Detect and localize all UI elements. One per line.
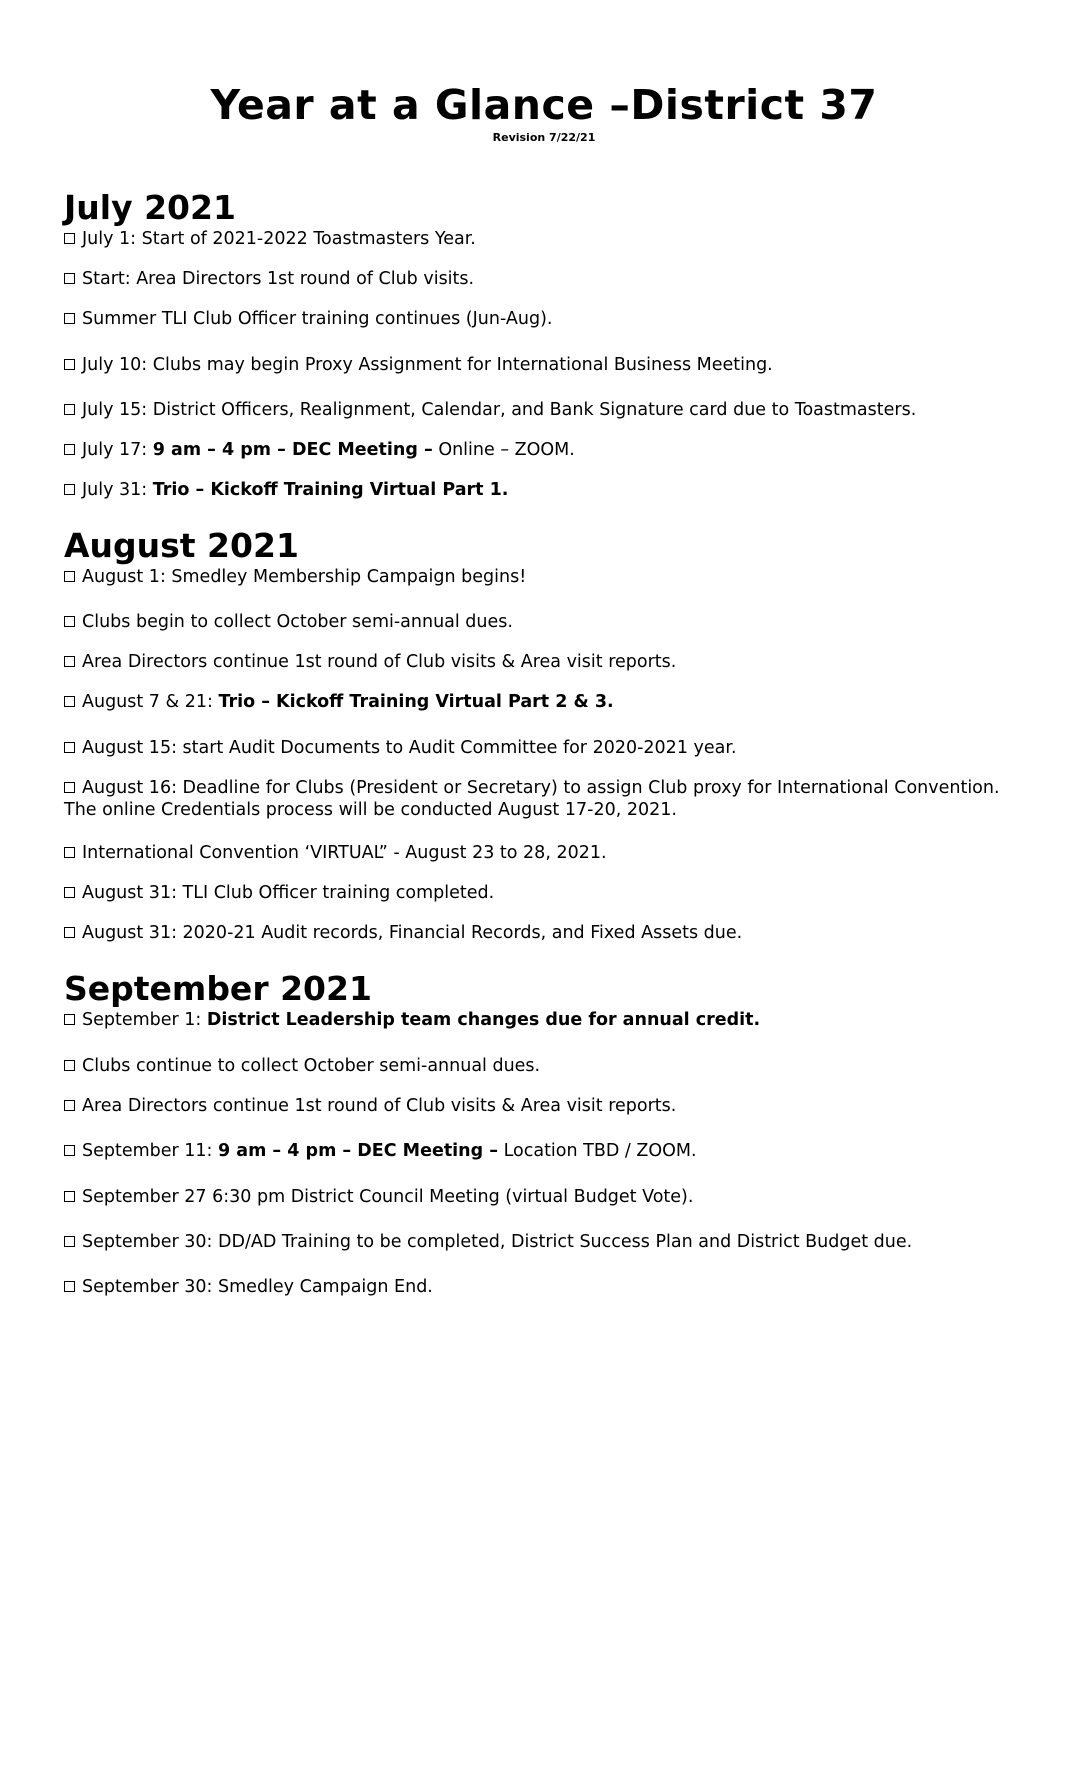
checkbox-icon[interactable]	[64, 1281, 75, 1292]
item-text: Clubs continue to collect October semi-annual dues.	[82, 1056, 541, 1076]
item-text: July 31:	[82, 480, 153, 500]
checkbox-icon[interactable]	[64, 359, 75, 370]
list-item	[64, 228, 1024, 250]
checkbox-icon[interactable]	[64, 887, 75, 898]
list-item	[64, 479, 1024, 501]
section-heading-august: August 2021	[64, 526, 299, 565]
list-item	[64, 399, 1024, 421]
item-text-bold: 9 am – 4 pm – DEC Meeting –	[152, 440, 433, 460]
checkbox-icon[interactable]	[64, 782, 75, 793]
revision-note: Revision 7/22/21	[492, 131, 596, 144]
item-text: September 11:	[82, 1141, 219, 1161]
checkbox-icon[interactable]	[64, 444, 75, 455]
checkbox-icon[interactable]	[64, 1060, 75, 1071]
item-text: Location TBD / ZOOM.	[498, 1141, 697, 1161]
item-text-bold: 9 am – 4 pm – DEC Meeting –	[218, 1141, 499, 1161]
item-text: Start: Area Directors 1st round of Club visits.	[82, 269, 475, 289]
list-item	[64, 611, 1024, 633]
list-item	[64, 777, 1024, 821]
list-item	[64, 1231, 1024, 1253]
list-item	[64, 691, 1024, 713]
list-item	[64, 354, 1024, 376]
list-item	[64, 842, 1024, 864]
list-item	[64, 1009, 1024, 1031]
page-title: Year at a Glance –District 37	[210, 81, 878, 129]
item-text: August 1: Smedley Membership Campaign begins!	[82, 567, 527, 587]
list-item	[64, 1055, 1024, 1077]
section-heading-september: September 2021	[64, 969, 372, 1008]
list-item	[64, 1276, 1024, 1298]
item-text: September 1:	[82, 1010, 207, 1030]
item-text: International Convention ‘VIRTUAL” - August 23 to 28, 2021.	[82, 843, 607, 863]
item-text: Area Directors continue 1st round of Club visits & Area visit reports.	[82, 1096, 677, 1116]
checkbox-icon[interactable]	[64, 656, 75, 667]
checkbox-icon[interactable]	[64, 1100, 75, 1111]
list-item	[64, 1186, 1024, 1208]
item-text: September 30: DD/AD Training to be completed, District Success Plan and District Budget due.	[82, 1232, 913, 1252]
item-text: July 17:	[82, 440, 153, 460]
item-text: September 30: Smedley Campaign End.	[82, 1277, 433, 1297]
checkbox-icon[interactable]	[64, 484, 75, 495]
item-text-bold: Trio – Kickoff Training Virtual Part 1.	[152, 480, 509, 500]
list-item	[64, 439, 1024, 461]
checkbox-icon[interactable]	[64, 696, 75, 707]
item-text: July 1: Start of 2021-2022 Toastmasters Year.	[82, 229, 476, 249]
list-item	[64, 651, 1024, 673]
item-text-bold: Trio – Kickoff Training Virtual Part 2 & 3.	[218, 692, 614, 712]
checkbox-icon[interactable]	[64, 273, 75, 284]
item-text: Area Directors continue 1st round of Club visits & Area visit reports.	[82, 652, 677, 672]
item-text: August 15: start Audit Documents to Audit Committee for 2020-2021 year.	[82, 738, 737, 758]
checkbox-icon[interactable]	[64, 571, 75, 582]
item-text-bold: District Leadership team changes due for annual credit.	[206, 1010, 761, 1030]
item-text: July 10: Clubs may begin Proxy Assignment for International Business Meeting.	[82, 355, 773, 375]
item-text: August 31: 2020-21 Audit records, Financial Records, and Fixed Assets due.	[82, 923, 743, 943]
checkbox-icon[interactable]	[64, 233, 75, 244]
item-text: September 27 6:30 pm District Council Meeting (virtual Budget Vote).	[82, 1187, 694, 1207]
list-item	[64, 566, 1024, 588]
checkbox-icon[interactable]	[64, 1236, 75, 1247]
checkbox-icon[interactable]	[64, 313, 75, 324]
list-item	[64, 922, 1024, 944]
checkbox-icon[interactable]	[64, 404, 75, 415]
item-text: July 15: District Officers, Realignment, Calendar, and Bank Signature card due to Toastmasters.	[82, 400, 917, 420]
checkbox-icon[interactable]	[64, 616, 75, 627]
list-item	[64, 1140, 1024, 1162]
list-item	[64, 268, 1024, 290]
list-item	[64, 882, 1024, 904]
list-item	[64, 737, 1024, 759]
checkbox-icon[interactable]	[64, 1145, 75, 1156]
section-heading-july: July 2021	[64, 188, 236, 227]
list-item	[64, 308, 1024, 330]
item-text: Clubs begin to collect October semi-annual dues.	[82, 612, 513, 632]
checkbox-icon[interactable]	[64, 847, 75, 858]
checkbox-icon[interactable]	[64, 927, 75, 938]
list-item	[64, 1095, 1024, 1117]
item-text: Online – ZOOM.	[432, 440, 575, 460]
checkbox-icon[interactable]	[64, 742, 75, 753]
checkbox-icon[interactable]	[64, 1014, 75, 1025]
item-text: August 16: Deadline for Clubs (President or Secretary) to assign Club proxy for International Convention. The online Credentials process will be conducted August 17-20, 2021.	[64, 778, 1000, 820]
item-text: August 31: TLI Club Officer training completed.	[82, 883, 495, 903]
checkbox-icon[interactable]	[64, 1191, 75, 1202]
item-text: Summer TLI Club Officer training continues (Jun-Aug).	[82, 309, 553, 329]
item-text: August 7 & 21:	[82, 692, 219, 712]
